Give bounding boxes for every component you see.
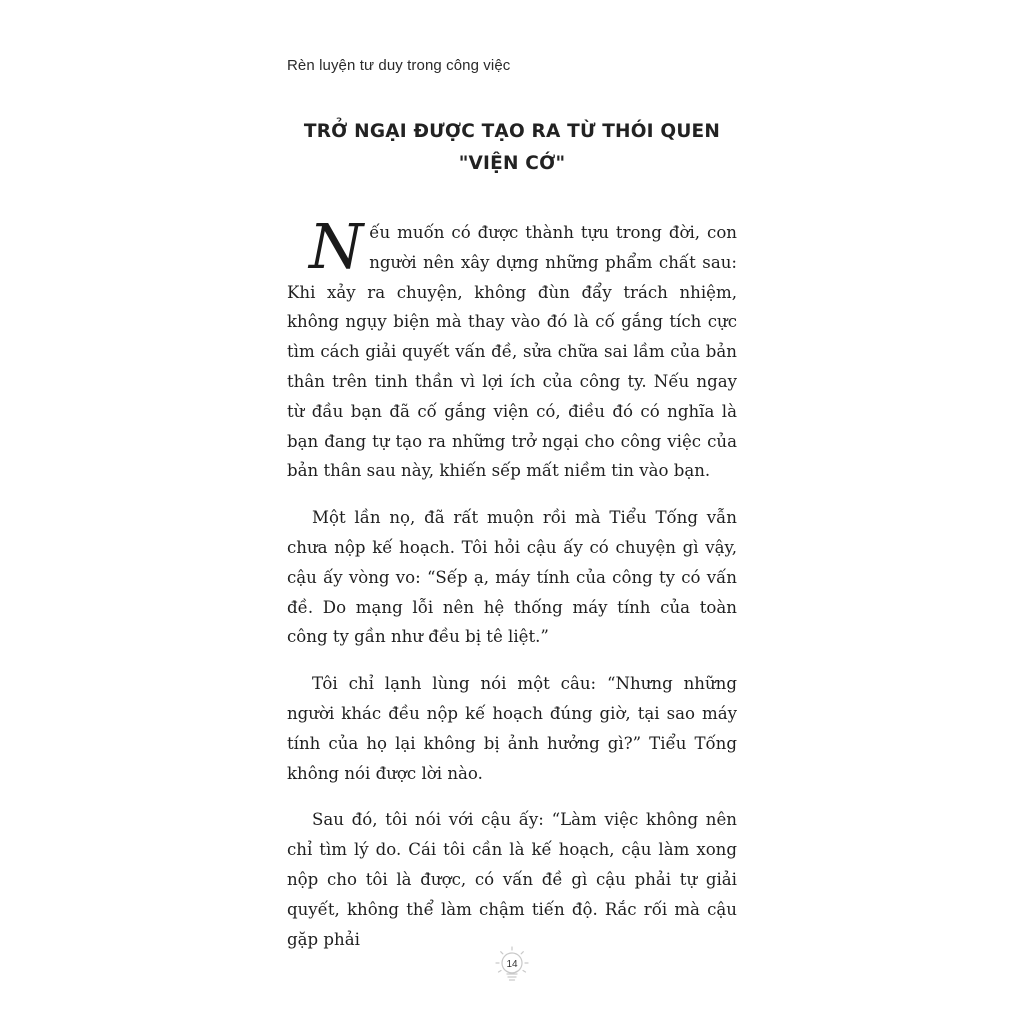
body-text xyxy=(287,210,737,971)
paragraph-1 xyxy=(287,210,737,486)
paragraph-3: Tôi chỉ lạnh lùng nói một câu: “Nhưng những người khác đều nộp kế hoạch đúng giờ, tại sao máy tính của họ lại không bị ảnh hưởng gì?” Tiểu Tống không nói được lời nào. xyxy=(287,674,737,783)
paragraph-4: Sau đó, tôi nói với cậu ấy: “Làm việc không nên chỉ tìm lý do. Cái tôi cần là kế hoạch, cậu làm xong nộp cho tôi là được, có vấn đề gì cậu phải tự giải quyết, không thể làm chậm tiến độ. Rắc rối mà cậu gặp phải xyxy=(287,810,737,949)
chapter-title xyxy=(270,116,754,180)
page-number-ornament xyxy=(491,945,533,987)
page-number: 14 xyxy=(506,959,518,970)
running-header: Rèn luyện tư duy trong công việc xyxy=(287,57,511,74)
drop-cap: N xyxy=(309,210,364,283)
paragraph-2: Một lần nọ, đã rất muộn rồi mà Tiểu Tống vẫn chưa nộp kế hoạch. Tôi hỏi cậu ấy có chuyện gì vậy, cậu ấy vòng vo: “Sếp ạ, máy tính của công ty có vấn đề. Do mạng lỗi nên hệ thống máy tính của toàn công ty gần như đều bị tê liệt.” xyxy=(287,508,737,647)
chapter-title-line-1: TRỞ NGẠI ĐƯỢC TẠO RA TỪ THÓI QUEN xyxy=(303,121,721,142)
chapter-title-line-2: "VIỆN CỚ" xyxy=(458,153,566,174)
paragraph-1-text: ếu muốn có được thành tựu trong đời, con người nên xây dựng những phẩm chất sau: Khi xảy ra chuyện, không đùn đẩy trách nhiệm, không ngụy biện mà thay vào đó là cố gắng tích cực tìm cách giải quyết vấn đề, sửa chữa sai lầm của bản thân trên tinh thần vì lợi ích của công ty. Nếu ngay từ đầu bạn đã cố gắng viện có, điều đó có nghĩa là bạn đang tự tạo ra những trở ngại cho công việc của bản thân sau này, khiến sếp mất niềm tin vào bạn. xyxy=(287,223,737,481)
